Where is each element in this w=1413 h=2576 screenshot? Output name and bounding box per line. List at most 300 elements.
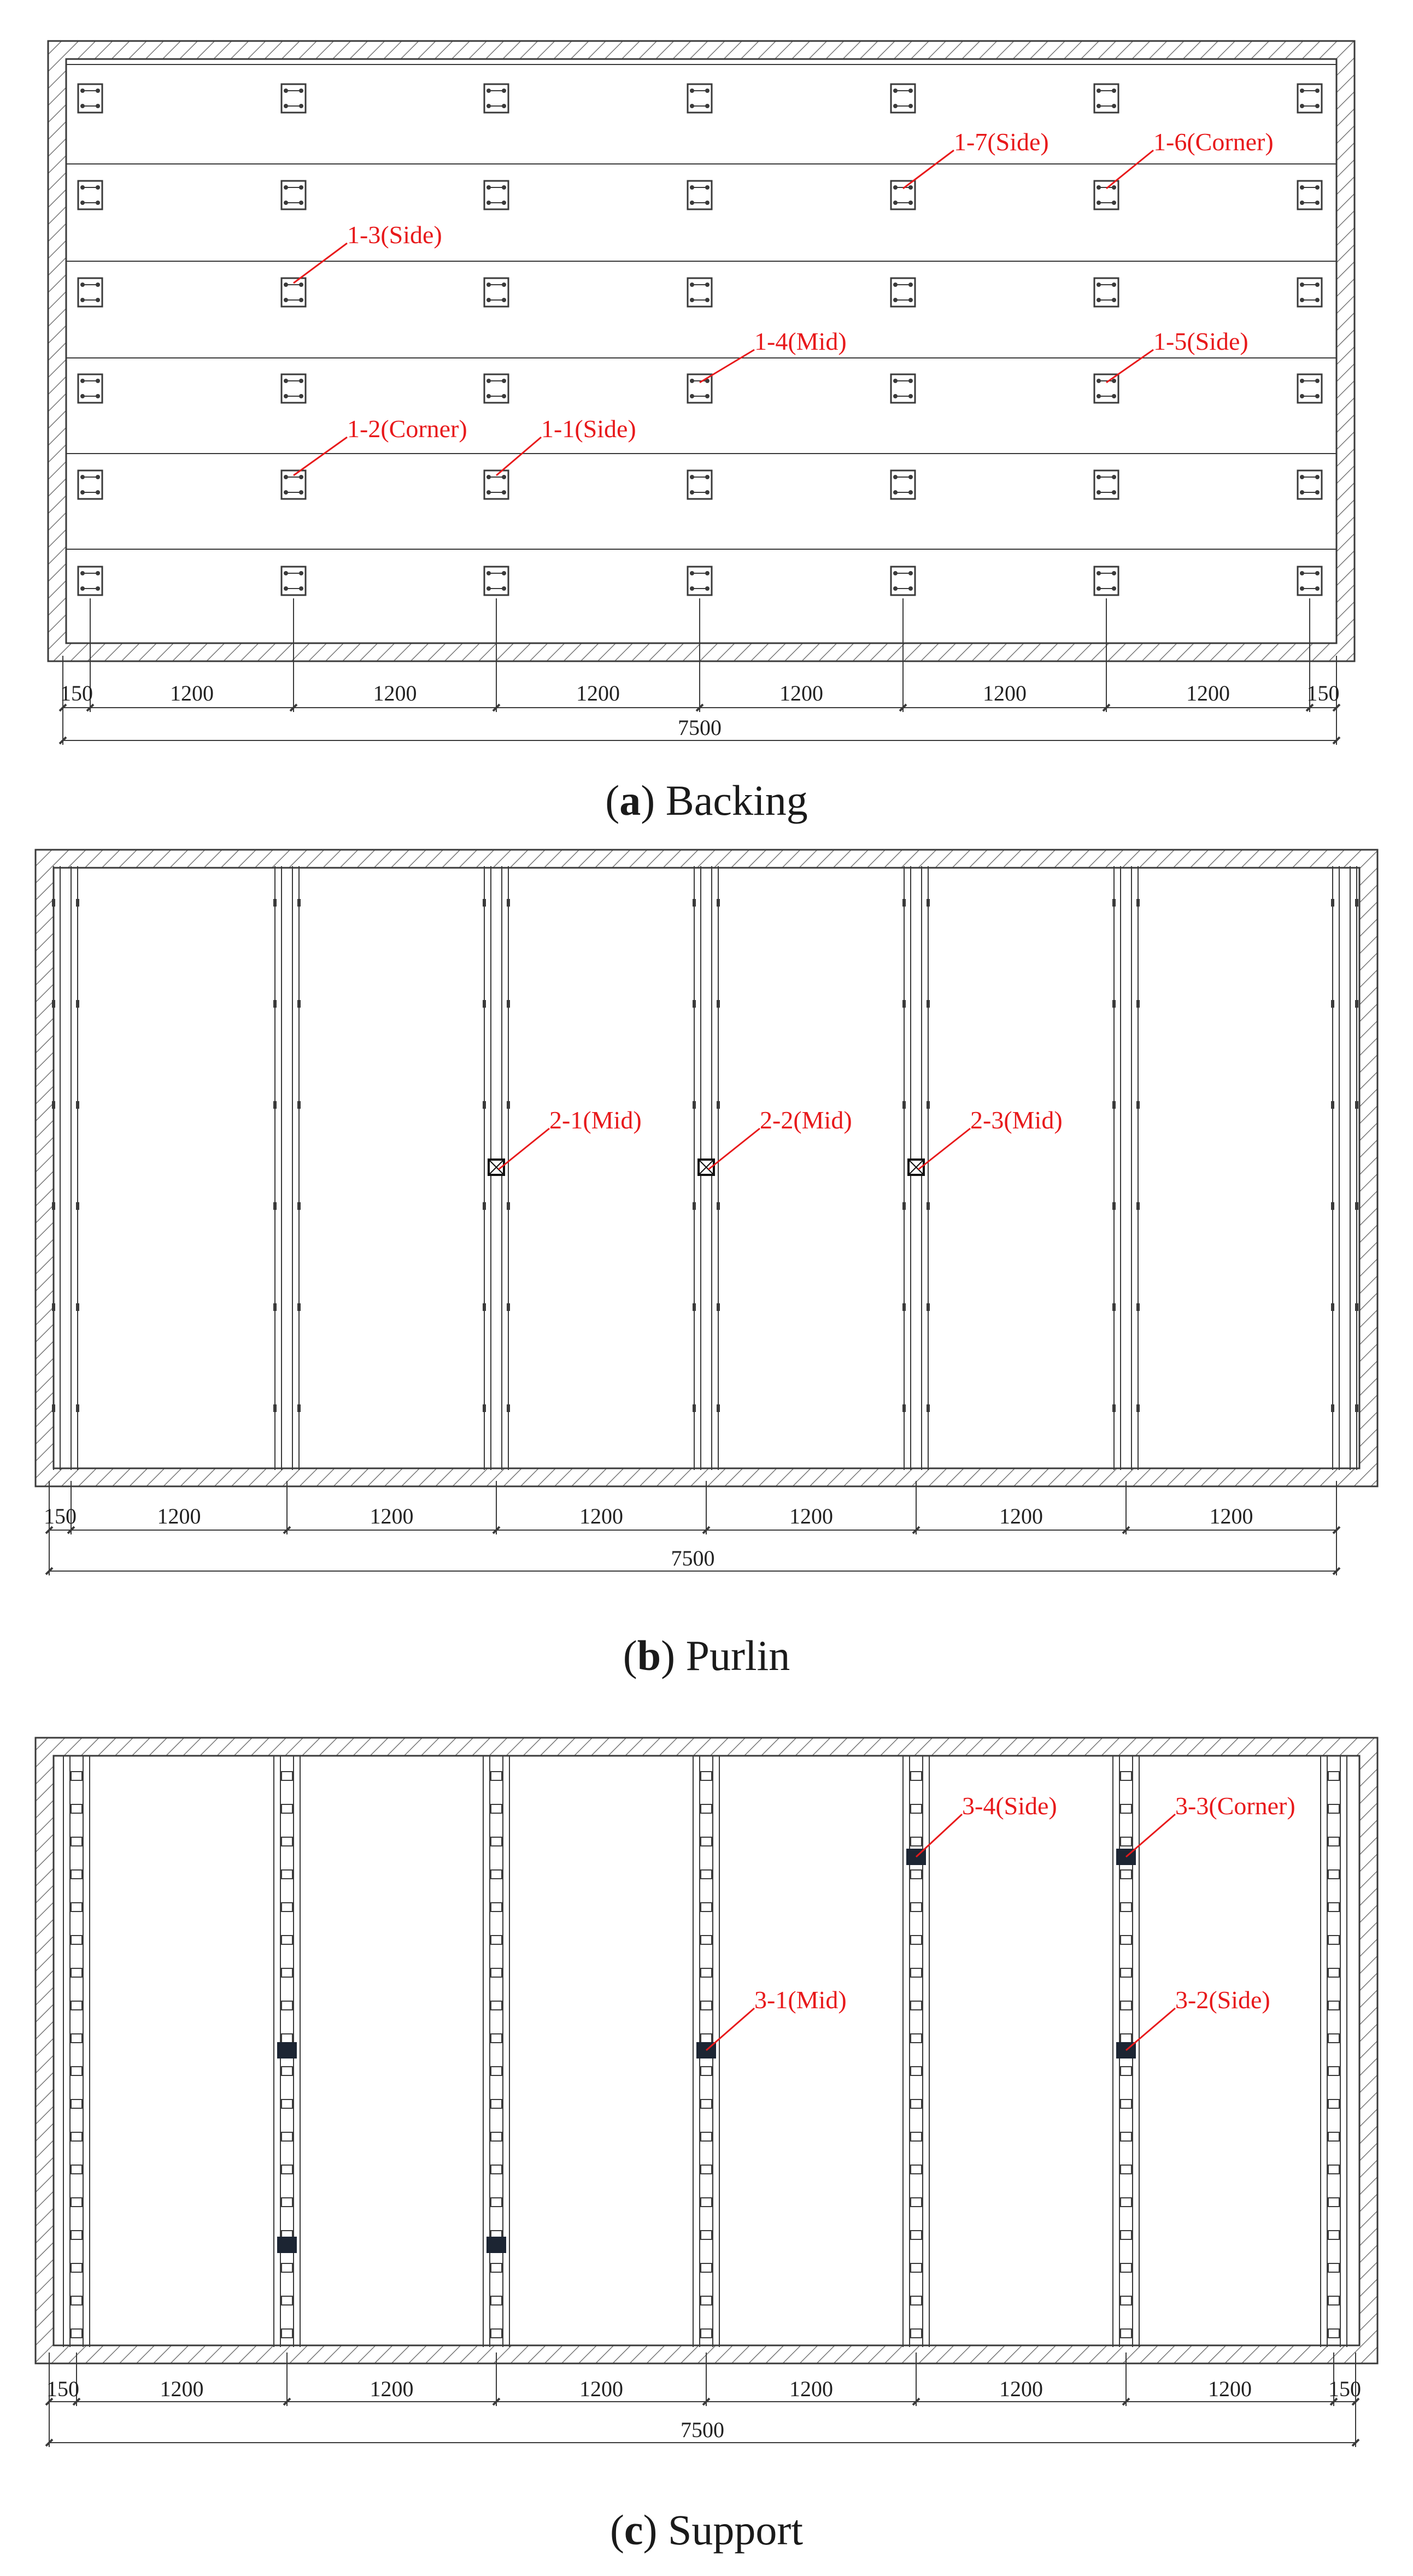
bolt [486, 185, 491, 190]
dimension-label: 1200 [370, 1504, 414, 1528]
bolt [96, 201, 100, 205]
bolt [690, 394, 694, 398]
bolt [299, 104, 303, 108]
support-clip [701, 2165, 712, 2174]
support-clip [282, 2329, 292, 2338]
support-clip [911, 2263, 922, 2272]
support-clip [1328, 1936, 1339, 1944]
clip-bracket [78, 181, 102, 209]
bolt [1300, 185, 1304, 190]
bolt [893, 490, 898, 495]
support-clip [1121, 2165, 1131, 2174]
bolt [1112, 104, 1116, 108]
support-clip [71, 2296, 82, 2305]
dimension-label: 150 [1306, 681, 1340, 705]
bolt [284, 104, 288, 108]
measurement-label: 1-7(Side) [954, 128, 1049, 156]
support-clip [1121, 2263, 1131, 2272]
bolt [284, 201, 288, 205]
bolt [1112, 201, 1116, 205]
bolt [1300, 571, 1304, 575]
bolt [1112, 283, 1116, 287]
dimension-label: 1200 [999, 1504, 1043, 1528]
bolt [1112, 394, 1116, 398]
bolt [284, 283, 288, 287]
bolt [502, 298, 506, 302]
bolt [96, 586, 100, 591]
clip-bracket [78, 278, 102, 307]
bolt [80, 298, 85, 302]
support-clip [1328, 1968, 1339, 1977]
load-cell [277, 2237, 297, 2253]
bolt [1315, 201, 1320, 205]
bolt [96, 283, 100, 287]
support-clip [701, 2067, 712, 2075]
clip-bracket [1094, 84, 1118, 113]
bolt [908, 185, 913, 190]
bolt [502, 104, 506, 108]
dimension-label: 1200 [160, 2377, 204, 2401]
bolt [705, 89, 710, 93]
bolt [1300, 283, 1304, 287]
support-clip [1121, 2067, 1131, 2075]
support-clip [491, 2329, 502, 2338]
bolt [690, 475, 694, 479]
bolt [502, 475, 506, 479]
bolt [908, 394, 913, 398]
support-clip [71, 2067, 82, 2075]
bolt [284, 490, 288, 495]
clip-bracket [688, 470, 712, 499]
support-clip [491, 2198, 502, 2207]
support-clip [701, 1772, 712, 1780]
total-dimension-label: 7500 [681, 2418, 724, 2442]
clip-bracket [688, 181, 712, 209]
support-clip [911, 2099, 922, 2108]
measurement-label: 2-2(Mid) [760, 1106, 852, 1134]
support-clip [282, 2001, 292, 2010]
bolt [893, 104, 898, 108]
bolt [908, 379, 913, 383]
bolt [502, 283, 506, 287]
bolt [96, 104, 100, 108]
support-clip [282, 1968, 292, 1977]
dimension-label: 1200 [779, 681, 823, 705]
total-dimension-label: 7500 [678, 715, 722, 740]
support-clip [1328, 2034, 1339, 2043]
bolt [1112, 490, 1116, 495]
bolt [1097, 379, 1101, 383]
support-clip [911, 2132, 922, 2141]
bolt [80, 571, 85, 575]
bolt [1097, 283, 1101, 287]
bolt [1097, 104, 1101, 108]
support-clip [282, 2165, 292, 2174]
bolt [486, 283, 491, 287]
support-clip [701, 2001, 712, 2010]
support-clip [491, 1772, 502, 1780]
bolt [502, 185, 506, 190]
clip-bracket [484, 278, 508, 307]
dimension-label: 1200 [1186, 681, 1230, 705]
clip-bracket [282, 567, 306, 595]
bolt [705, 586, 710, 591]
bolt [80, 586, 85, 591]
measurement-label: 1-4(Mid) [754, 327, 847, 355]
support-clip [911, 2067, 922, 2075]
caption-purlin: (b) Purlin [623, 1632, 790, 1679]
support-clip [911, 1870, 922, 1879]
bolt [1315, 298, 1320, 302]
clip-bracket [484, 567, 508, 595]
support-clip [911, 2034, 922, 2043]
support-clip [701, 2296, 712, 2305]
measurement-label: 2-3(Mid) [970, 1106, 1063, 1134]
support-clip [282, 1804, 292, 1813]
measurement-label: 1-6(Corner) [1153, 128, 1274, 156]
bolt [690, 89, 694, 93]
bolt [486, 571, 491, 575]
bolt [705, 475, 710, 479]
bolt [705, 185, 710, 190]
bolt [1300, 89, 1304, 93]
bolt [705, 298, 710, 302]
support-clip [1328, 2099, 1339, 2108]
bolt [1300, 104, 1304, 108]
support-clip [71, 2198, 82, 2207]
clip-bracket [1298, 181, 1322, 209]
support-clip [701, 2329, 712, 2338]
bolt [502, 571, 506, 575]
bolt [690, 571, 694, 575]
support-clip [911, 1968, 922, 1977]
support-clip [1121, 2231, 1131, 2239]
support-clip [701, 2198, 712, 2207]
bolt [486, 394, 491, 398]
support-clip [491, 2001, 502, 2010]
bolt [1315, 379, 1320, 383]
support-clip [911, 2296, 922, 2305]
support-clip [491, 1968, 502, 1977]
dimension-label: 1200 [789, 2377, 833, 2401]
bolt [1097, 490, 1101, 495]
support-clip [71, 2034, 82, 2043]
clip-bracket [891, 567, 915, 595]
support-clip [911, 2165, 922, 2174]
support-clip [491, 2067, 502, 2075]
panel-backing [48, 41, 1355, 745]
support-clip [1121, 1903, 1131, 1912]
support-clip [701, 2263, 712, 2272]
support-clip [1328, 2165, 1339, 2174]
bolt [80, 475, 85, 479]
clip-bracket [1094, 470, 1118, 499]
clip-bracket [688, 374, 712, 403]
bolt [893, 89, 898, 93]
support-clip [1328, 2296, 1339, 2305]
support-clip [71, 2165, 82, 2174]
bolt [486, 298, 491, 302]
support-clip [1121, 1772, 1131, 1780]
bolt [1315, 104, 1320, 108]
clip-bracket [1094, 374, 1118, 403]
bolt [1112, 379, 1116, 383]
bolt [1300, 298, 1304, 302]
support-clip [1328, 1903, 1339, 1912]
dimension-label: 150 [60, 681, 93, 705]
bolt [96, 475, 100, 479]
bolt [908, 89, 913, 93]
support-clip [1121, 1804, 1131, 1813]
clip-bracket [688, 84, 712, 113]
support-clip [1328, 1870, 1339, 1879]
dimension-label: 1200 [579, 1504, 623, 1528]
bolt [96, 89, 100, 93]
clip-bracket [1094, 181, 1118, 209]
bolt [502, 394, 506, 398]
clip-bracket [1298, 374, 1322, 403]
support-clip [701, 1870, 712, 1879]
dimension-label: 1200 [370, 2377, 414, 2401]
support-clip [71, 1903, 82, 1912]
support-clip [701, 1903, 712, 1912]
bolt [893, 571, 898, 575]
support-clip [701, 1837, 712, 1846]
support-clip [1121, 2001, 1131, 2010]
support-clip [491, 1804, 502, 1813]
clip-bracket [891, 84, 915, 113]
bolt [502, 89, 506, 93]
bolt [908, 586, 913, 591]
bolt [299, 283, 303, 287]
support-clip [911, 2198, 922, 2207]
support-clip [1121, 2099, 1131, 2108]
clip-bracket [1298, 470, 1322, 499]
bolt [1300, 490, 1304, 495]
support-clip [282, 2067, 292, 2075]
bolt [893, 298, 898, 302]
support-clip [1121, 1968, 1131, 1977]
bolt [502, 201, 506, 205]
support-clip [911, 1837, 922, 1846]
bolt [893, 283, 898, 287]
bolt [486, 475, 491, 479]
bolt [690, 298, 694, 302]
total-dimension-label: 7500 [671, 1546, 715, 1571]
support-clip [491, 2263, 502, 2272]
bolt [486, 104, 491, 108]
clip-bracket [1298, 84, 1322, 113]
bolt [705, 283, 710, 287]
clip-bracket [891, 181, 915, 209]
bolt [299, 379, 303, 383]
support-clip [71, 2099, 82, 2108]
support-clip [282, 2099, 292, 2108]
support-clip [701, 1804, 712, 1813]
bolt [908, 490, 913, 495]
panel-support [36, 1738, 1377, 2447]
support-clip [282, 1870, 292, 1879]
bolt [299, 89, 303, 93]
dimension-label: 1200 [170, 681, 214, 705]
dimension-label: 1200 [576, 681, 620, 705]
support-clip [282, 2263, 292, 2272]
support-clip [1328, 1837, 1339, 1846]
bolt [80, 379, 85, 383]
bolt [893, 201, 898, 205]
bolt [96, 571, 100, 575]
bolt [690, 283, 694, 287]
dimension-label: 1200 [983, 681, 1027, 705]
bolt [502, 586, 506, 591]
support-clip [1121, 2198, 1131, 2207]
bolt [1097, 475, 1101, 479]
bolt [80, 394, 85, 398]
support-clip [282, 1772, 292, 1780]
clip-bracket [484, 84, 508, 113]
bolt [1097, 571, 1101, 575]
bolt [705, 490, 710, 495]
measurement-label: 1-3(Side) [347, 221, 442, 249]
load-cell [486, 2237, 506, 2253]
bolt [705, 394, 710, 398]
bolt [284, 586, 288, 591]
support-clip [491, 2132, 502, 2141]
clip-bracket [1094, 567, 1118, 595]
support-clip [701, 2034, 712, 2043]
measurement-label: 2-1(Mid) [549, 1106, 642, 1134]
panel-purlin [36, 850, 1377, 1575]
bolt [299, 201, 303, 205]
support-clip [1121, 1837, 1131, 1846]
bolt [284, 394, 288, 398]
clip-bracket [282, 374, 306, 403]
support-clip [491, 2296, 502, 2305]
bolt [1097, 586, 1101, 591]
support-clip [1328, 2067, 1339, 2075]
dimension-label: 1200 [1209, 1504, 1253, 1528]
dimension-label: 150 [44, 1504, 77, 1528]
support-clip [1328, 2329, 1339, 2338]
measurement-label: 1-1(Side) [541, 415, 636, 443]
bolt [908, 104, 913, 108]
bolt [284, 475, 288, 479]
bolt [1300, 586, 1304, 591]
clip-bracket [891, 278, 915, 307]
dimension-label: 1200 [157, 1504, 201, 1528]
support-clip [491, 2165, 502, 2174]
bolt [299, 571, 303, 575]
bolt [96, 185, 100, 190]
bolt [80, 283, 85, 287]
bolt [486, 490, 491, 495]
support-clip [282, 1837, 292, 1846]
support-clip [1121, 2034, 1131, 2043]
bolt [1300, 394, 1304, 398]
support-clip [71, 2132, 82, 2141]
bolt [1112, 571, 1116, 575]
measurement-label: 3-2(Side) [1175, 1986, 1270, 2014]
bolt [299, 185, 303, 190]
bolt [80, 89, 85, 93]
support-clip [1121, 1936, 1131, 1944]
clip-bracket [282, 181, 306, 209]
bolt [284, 89, 288, 93]
dimension-label: 150 [46, 2377, 79, 2401]
bolt [1315, 283, 1320, 287]
bolt [1315, 394, 1320, 398]
support-clip [491, 1837, 502, 1846]
bolt [893, 586, 898, 591]
bolt [1112, 475, 1116, 479]
clip-bracket [78, 470, 102, 499]
support-clip [701, 2132, 712, 2141]
bolt [1112, 89, 1116, 93]
clip-bracket [688, 567, 712, 595]
dimension-label: 150 [1328, 2377, 1361, 2401]
bolt [284, 379, 288, 383]
support-clip [282, 2296, 292, 2305]
support-clip [491, 2034, 502, 2043]
bolt [908, 571, 913, 575]
support-clip [701, 2231, 712, 2239]
support-clip [911, 1772, 922, 1780]
bolt [1300, 201, 1304, 205]
support-clip [1121, 1870, 1131, 1879]
bolt [1315, 475, 1320, 479]
support-clip [1328, 1772, 1339, 1780]
support-clip [71, 1837, 82, 1846]
bolt [893, 379, 898, 383]
support-clip [71, 2329, 82, 2338]
bolt [299, 298, 303, 302]
support-clip [71, 1804, 82, 1813]
dimension-label: 1200 [789, 1504, 833, 1528]
caption-support: (c) Support [609, 2506, 804, 2554]
bolt [486, 89, 491, 93]
dimension-label: 1200 [373, 681, 417, 705]
clip-bracket [1298, 278, 1322, 307]
bolt [96, 379, 100, 383]
support-clip [282, 2132, 292, 2141]
bolt [486, 379, 491, 383]
bolt [1097, 89, 1101, 93]
bolt [80, 490, 85, 495]
bolt [1112, 586, 1116, 591]
support-clip [491, 1870, 502, 1879]
support-clip [911, 1804, 922, 1813]
measurement-label: 3-1(Mid) [754, 1986, 847, 2014]
clip-bracket [484, 374, 508, 403]
dimension-label: 1200 [999, 2377, 1043, 2401]
bolt [908, 283, 913, 287]
bolt [705, 571, 710, 575]
bolt [1097, 298, 1101, 302]
load-cell [277, 2042, 297, 2059]
bolt [299, 586, 303, 591]
support-clip [71, 1870, 82, 1879]
bolt [96, 298, 100, 302]
support-clip [491, 2099, 502, 2108]
support-clip [701, 1936, 712, 1944]
bolt [893, 475, 898, 479]
bolt [1300, 475, 1304, 479]
support-clip [71, 2263, 82, 2272]
clip-bracket [1298, 567, 1322, 595]
support-clip [282, 2198, 292, 2207]
clip-bracket [1094, 278, 1118, 307]
bolt [690, 490, 694, 495]
